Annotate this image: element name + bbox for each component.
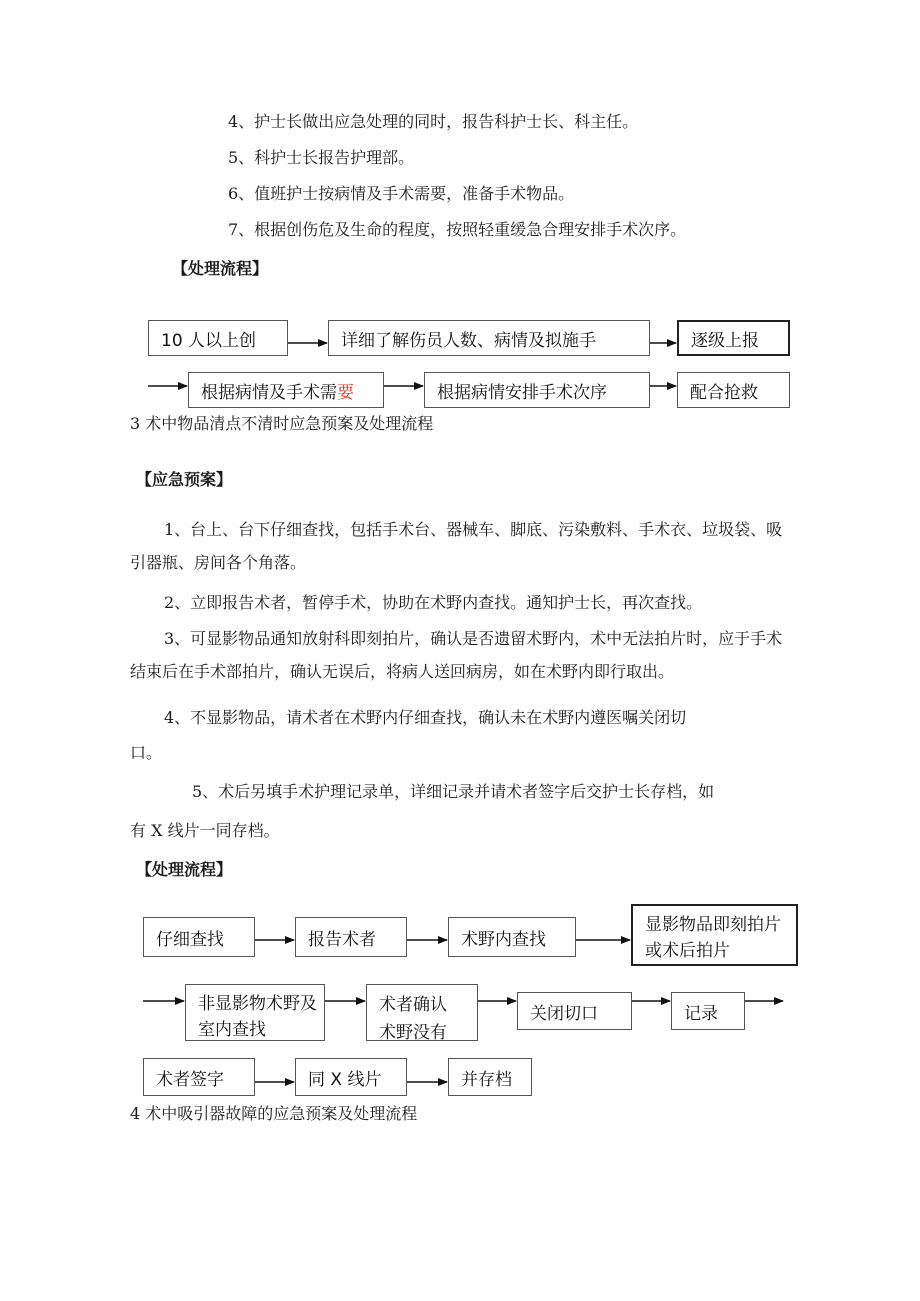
item-4: 4、护士长做出应急处理的同时，报告科护士长、科主任。 <box>228 112 639 131</box>
flow2-box-nonradiopaque-line1: 非显影物术野及 <box>198 994 317 1014</box>
flow2-box-close-label: 关闭切口 <box>530 1003 598 1024</box>
plan-heading: 【应急预案】 <box>136 470 233 489</box>
flow1-box-prepare-red: 要 <box>337 382 354 403</box>
plan-5a: 5、术后另填手术护理记录单，详细记录并请术者签字后交护士长存档，如 <box>192 782 715 801</box>
flow2-box-sign-label: 术者签字 <box>156 1069 224 1090</box>
flow2-box-search-label: 仔细查找 <box>156 929 224 950</box>
flow1-box-prepare-main: 根据病情及手术需 <box>201 382 337 403</box>
plan-4b: 口。 <box>130 743 163 762</box>
flow2-box-archive-label: 并存档 <box>461 1069 512 1090</box>
flow2-box-nonradiopaque-line2: 室内查找 <box>198 1020 266 1040</box>
flow2-box-record-label: 记录 <box>684 1003 718 1024</box>
flow2-box-report-surgeon-label: 报告术者 <box>308 929 376 950</box>
plan-3b: 结束后在手术部拍片，确认无误后，将病人送回病房，如在术野内即行取出。 <box>130 662 675 681</box>
flow-heading-1: 【处理流程】 <box>172 259 269 278</box>
plan-5b: 有 X 线片一同存档。 <box>130 821 280 840</box>
flow1-box-report-label: 逐级上报 <box>691 330 759 351</box>
flow2-box-xray-film-label: 同 X 线片 <box>308 1069 382 1090</box>
plan-3a: 3、可显影物品通知放射科即刻拍片，确认是否遗留术野内，术中无法拍片时，应于手术 <box>164 629 783 648</box>
flow1-box-arrange-label: 根据病情安排手术次序 <box>437 382 607 403</box>
flow1-box-assess-label: 详细了解伤员人数、病情及拟施手 <box>341 330 596 351</box>
flow2-box-xray-line1: 显影物品即刻拍片 <box>645 915 781 935</box>
section-title-4: 4 术中吸引器故障的应急预案及处理流程 <box>130 1104 418 1123</box>
flow1-box-rescue-label: 配合抢救 <box>690 382 758 403</box>
plan-2: 2、立即报告术者，暂停手术，协助在术野内查找。通知护士长，再次查找。 <box>164 593 703 612</box>
flow2-box-field-search-label: 术野内查找 <box>461 929 546 950</box>
flow2-box-confirm-line2: 术野没有 <box>379 1023 447 1041</box>
flow2-box-xray-line2: 或术后拍片 <box>645 941 730 961</box>
item-5: 5、科护士长报告护理部。 <box>228 148 415 167</box>
section-title-3: 3 术中物品清点不清时应急预案及处理流程 <box>130 414 434 433</box>
plan-4a: 4、不显影物品，请术者在术野内仔细查找，确认未在术野内遵医嘱关闭切 <box>164 708 687 727</box>
flow2-box-confirm-line1: 术者确认 <box>379 995 447 1015</box>
flow1-box-mass-casualty-label: 10 人以上创 <box>161 330 257 351</box>
item-7: 7、根据创伤危及生命的程度，按照轻重缓急合理安排手术次序。 <box>228 220 687 239</box>
plan-1b: 引器瓶、房间各个角落。 <box>130 553 307 572</box>
flow-heading-2: 【处理流程】 <box>136 860 233 879</box>
plan-1a: 1、台上、台下仔细查找，包括手术台、器械车、脚底、污染敷料、手术衣、垃圾袋、吸 <box>164 520 783 539</box>
item-6: 6、值班护士按病情及手术需要，准备手术物品。 <box>228 184 575 203</box>
